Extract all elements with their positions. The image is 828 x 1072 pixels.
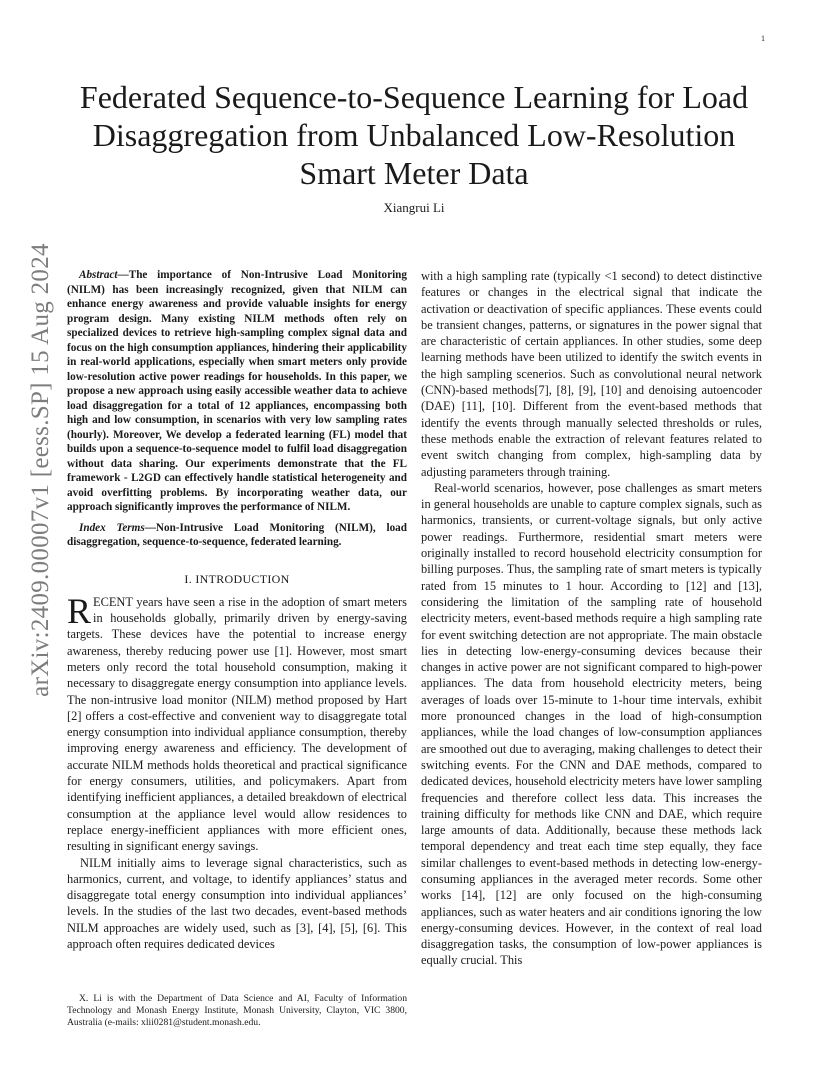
footnote: X. Li is with the Department of Data Science and AI, Faculty of Information Technology and Monash Energy Institute, Monash University, Clayton, VIC 3800, Australia (e-mails: xlii0281@student.monash.edu.	[67, 993, 407, 1028]
intro-paragraph-1-text: ECENT years have seen a rise in the adoption of smart meters in households globally, primarily driven by energy-saving targets. These devices have the potential to increase energy awareness, thereby reducing power use [1]. However, most smart meters only record the total household consumption, making it necessary to disaggregate energy consumption into appliance levels. The non-intrusive load monitor (NILM) method proposed by Hart [2] offers a cost-effective and convenient way to disaggregate total energy consumption into individual appliance consumption, thereby improving energy awareness and efficiency. The development of accurate NILM methods holds theoretical and practical significance for energy consumers, utilities, and policymakers. Apart from identifying inefficient appliances, a detailed breakdown of electrical consumption at the appliance level would allow residences to replace energy-inefficient appliances with more efficient ones, resulting in significant energy savings.	[67, 594, 407, 854]
page-number: 1	[761, 34, 765, 43]
left-column	[67, 268, 407, 952]
abstract-text: —The importance of Non-Intrusive Load Monitoring (NILM) has been increasingly recognized, given that NILM can enhance energy awareness and provide valuable insights for energy program design. Many existing NILM methods often rely on specialized devices to retrieve high-sampling complex signal data and focus on the high consumption appliances, hindering their applicability in real-world applications, especially when smart meters only provide low-resolution active power readings for households. In this paper, we propose a new approach using easily accessible weather data to achieve load disaggregation for a total of 12 appliances, encompassing both high and low consumption, in scenarios with very low sampling rates (hourly). Moreover, We develop a federated learning (FL) model that builds upon a sequence-to-sequence model to fulfil load disaggregation without data sharing. Our experiments demonstrate that the FL framework - L2GD can effectively handle statistical heterogeneity and avoid overfitting problems. By incorporating weather data, our approach significantly improves the performance of NILM.	[67, 269, 407, 513]
abstract	[67, 268, 407, 515]
title-line-1: Federated Sequence-to-Sequence Learning for Load	[79, 79, 749, 115]
intro-paragraph-1	[67, 590, 407, 855]
drop-cap: R	[67, 590, 92, 631]
section-heading: I. INTRODUCTION	[184, 571, 290, 586]
index-terms-label: Index Terms	[79, 521, 145, 534]
index-terms	[67, 521, 407, 550]
right-paragraph-2: Real-world scenarios, however, pose challenges as smart meters in general households are unable to capture complex signals, such as harmonics, transients, or current-voltage signals, but only active power readings. Furthermore, residential smart meters were originally installed to record household electricity consumption for billing purposes. Thus, the sampling rate of smart meters is typically rated from 15 minutes to 1 hour. According to [12] and [13], considering the limitation of the sampling rate of household electricity meters, event-based methods require a high sampling rate for event switching detection are not appropriate. The main obstacle lies in detecting low-energy-consuming devices because their changes in active power are not significant compared to high-power appliances. The data from household electricity meters, being averages of loads over 15-minute to 1-hour time intervals, exhibit more pronounced changes in the load of high-consumption appliances, while the load changes of low-consumption appliances are smoothed out due to averaging, making challenges to detect their switching events. For the CNN and DAE methods, compared to dedicated devices, household electricity meters have lower sampling frequencies and therefore collect less data. This increases the training difficulty for methods like CNN and DAE, which require large amounts of data. Additionally, because these methods lack temporal dependency and treat each time step equally, they face similar challenges to event-based methods in detecting low-energy-consuming appliances in the averaged meter records. Some other works [14], [12] are only focused on the high-consuming appliances, such as water heaters and air conditions ignoring the low energy-consuming devices. However, in the context of real load disaggregation tasks, the consumption of low-power appliances is equally crucial. This	[421, 480, 762, 968]
abstract-label: Abstract	[79, 269, 118, 281]
paper-title	[60, 78, 768, 192]
arxiv-stamp[interactable]: arXiv:2409.00007v1 [eess.SP] 15 Aug 2024	[27, 243, 54, 697]
title-line-3: Smart Meter Data	[299, 155, 529, 191]
author-name: Xiangrui Li	[383, 200, 445, 215]
index-terms-text: —Non-Intrusive Load Monitoring (NILM), load disaggregation, sequence-to-sequence, federated learning.	[67, 521, 407, 548]
right-paragraph-1: with a high sampling rate (typically <1 second) to detect distinctive features or changes in the electrical signal that indicate the activation or deactivation of specific appliances. These events could be transient changes, patterns, or signatures in the power signal that are characteristic of certain appliances. In other studies, some deep learning methods have been utilized to identify the switch events in the high sampling scenerios. Such as convolutional neural network (CNN)-based methods[7], [8], [9], [10] and denoising autoencoder (DAE) [11], [10]. Different from the event-based methods that identify the events through manually selected thresholds or rules, these methods enable the extraction of relevant features related to event switch changing from complex, high-sampling data by adjusting parameters through training.	[421, 269, 762, 479]
right-column	[421, 268, 762, 969]
title-line-2: Disaggregation from Unbalanced Low-Resolution	[92, 117, 736, 153]
intro-paragraph-2: NILM initially aims to leverage signal characteristics, such as harmonics, current, and voltage, to identify appliances’ status and disaggregate total energy consumption into individual appliances’ levels. In the studies of the last two decades, event-based methods NILM approaches are widely used, such as [3], [4], [5], [6]. This approach often requires dedicated devices	[67, 855, 407, 952]
